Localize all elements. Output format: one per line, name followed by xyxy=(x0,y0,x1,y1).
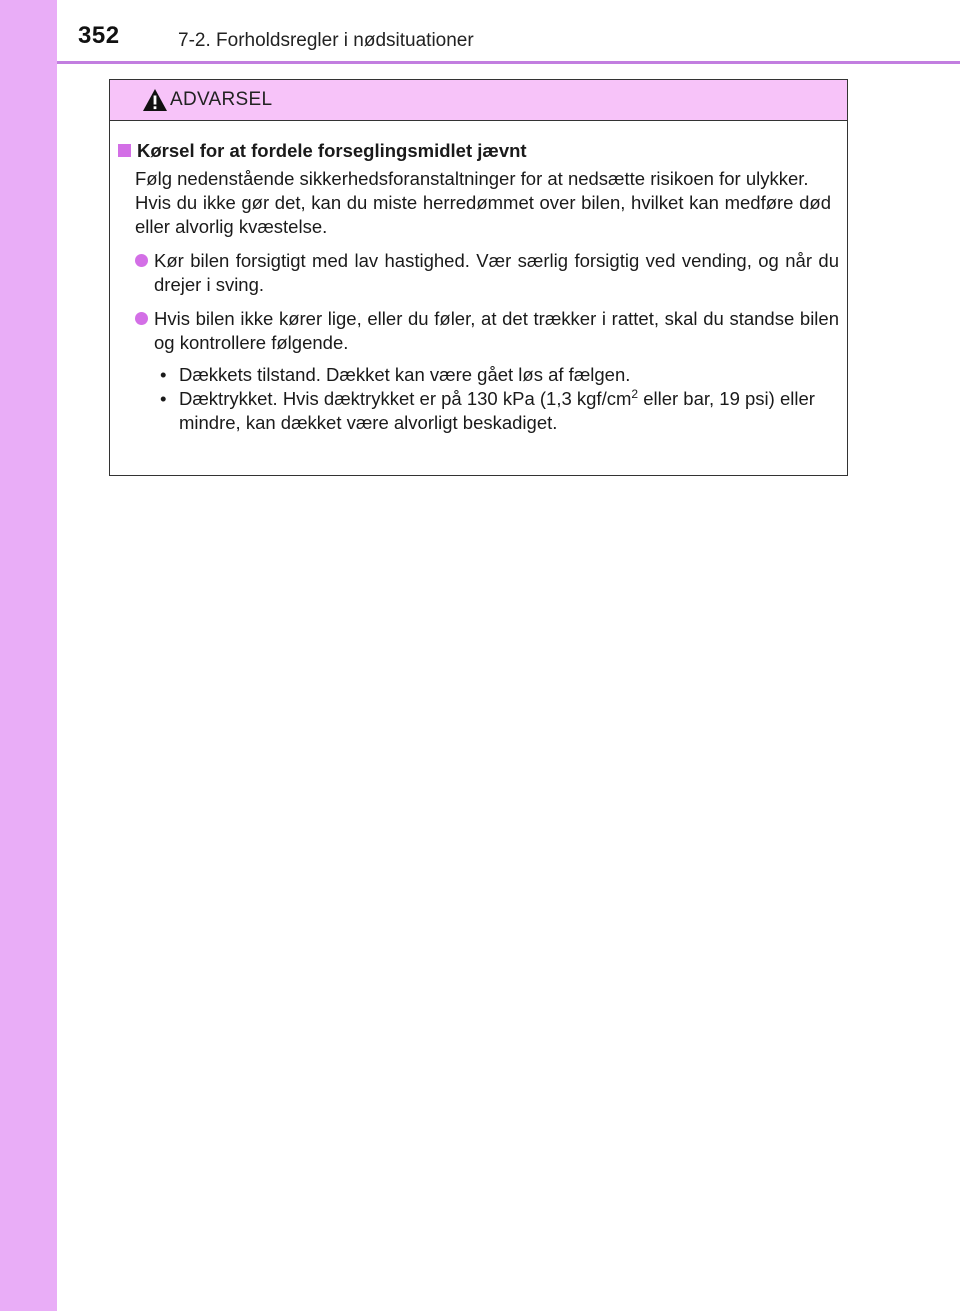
side-band xyxy=(0,0,57,1311)
dot-bullet-icon: • xyxy=(160,388,167,409)
list-item-text: Hvis bilen ikke kører lige, eller du føler, at det trækker i rattet, skal du standse bilen og kontrollere følgende. xyxy=(154,308,839,353)
circle-bullet-icon xyxy=(135,312,148,325)
warning-paragraph: Hvis du ikke gør det, kan du miste herredømmet over bilen, hvilket kan medføre død eller alvorlig kvæstelse. xyxy=(135,192,831,237)
warning-heading-row xyxy=(116,139,839,163)
list-item-text: Kør bilen forsigtigt med lav hastighed. Vær særlig forsigtig ved vending, og når du drejer i sving. xyxy=(154,250,839,295)
warning-heading: Kørsel for at fordele forseglingsmidlet jævnt xyxy=(137,140,527,161)
sub-list-item xyxy=(160,363,839,387)
warning-body xyxy=(110,121,847,435)
list-item xyxy=(135,249,839,297)
warning-header xyxy=(110,80,847,121)
page-number: 352 xyxy=(78,22,120,49)
sub-list-item xyxy=(160,387,839,435)
section-title: 7-2. Forholdsregler i nødsituationer xyxy=(178,30,474,51)
square-bullet-icon xyxy=(118,144,131,157)
sub-list-item-text-part: eller bar, 19 psi) eller mindre, kan dækket være alvorligt beskadiget. xyxy=(179,388,815,433)
warning-title: ADVARSEL xyxy=(170,89,273,110)
header-rule xyxy=(57,61,960,64)
warning-triangle-icon xyxy=(142,88,168,112)
sub-list-item-text: Dækkets tilstand. Dækket kan være gået løs af fælgen. xyxy=(179,364,631,385)
superscript: 2 xyxy=(631,386,639,401)
dot-bullet-icon: • xyxy=(160,364,167,385)
circle-bullet-icon xyxy=(135,254,148,267)
warning-paragraph: Følg nedenstående sikkerhedsforanstaltninger for at nedsætte risikoen for ulykker. xyxy=(135,168,809,189)
sub-list xyxy=(160,363,839,435)
list-item xyxy=(135,307,839,355)
warning-box xyxy=(109,79,848,476)
sub-list-item-text xyxy=(179,387,839,435)
sub-list-item-text-part: Dæktrykket. Hvis dæktrykket er på 130 kPa (1,3 kgf/cm xyxy=(179,388,632,409)
